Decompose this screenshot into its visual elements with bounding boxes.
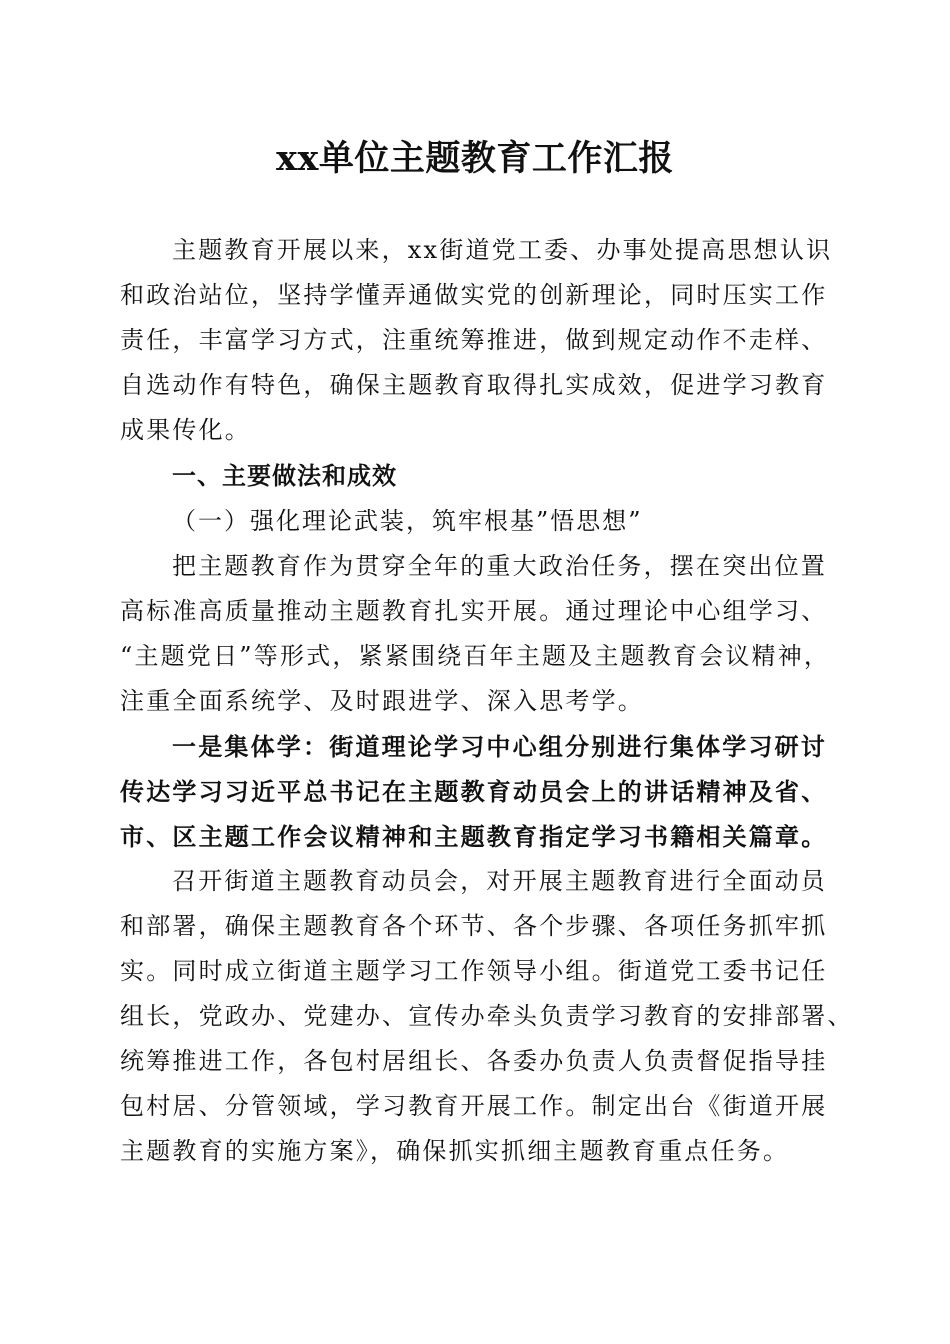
paragraph-line: “主题党日”等形式，紧紧围绕百年主题及主题教育会议精神， [120,642,831,670]
paragraph-line: 和部署，确保主题教育各个环节、各个步骤、各项任务抓牢抓 [120,912,828,940]
paragraph-line: 主题教育开展以来，xx街道党工委、办事处提高思想认识 [172,236,833,264]
paragraph-line: 组长，党政办、党建办、宣传办牵头负责学习教育的安排部署、 [120,1002,854,1030]
paragraph-line: 市、区主题工作会议精神和主题教育指定学习书籍相关篇章。 [120,822,828,851]
paragraph-line: 注重全面系统学、及时跟进学、深入思考学。 [120,687,644,715]
section-heading: 一、主要做法和成效 [172,462,397,490]
paragraph-mobilization [120,859,854,1174]
paragraph-line: 自选动作有特色，确保主题教育取得扎实成效，促进学习教育 [120,371,828,399]
paragraph-task [120,544,842,724]
paragraph-line: 把主题教育作为贯穿全年的重大政治任务，摆在突出位置 [172,552,827,580]
paragraph-line: 传达学习习近平总书记在主题教育动员会上的讲话精神及省、 [120,777,828,806]
paragraph-line: 实。同时成立街道主题学习工作领导小组。街道党工委书记任 [120,957,828,985]
document-title: xx单位主题教育工作汇报 [276,138,674,179]
paragraph-line: 主题教育的实施方案》，确保抓实抓细主题教育重点任务。 [120,1137,790,1165]
paragraph-line: 一是集体学：街道理论学习中心组分别进行集体学习研讨 [172,732,827,761]
paragraph-line: 召开街道主题教育动员会，对开展主题教育进行全面动员 [172,867,827,895]
paragraph-line: 包村居、分管领域，学习教育开展工作。制定出台《街道开展 [120,1092,828,1120]
subsection-heading: （一）强化理论武装，筑牢根基”悟思想” [172,507,643,535]
paragraph-line: 成果传化。 [120,416,251,444]
paragraph-intro [120,228,842,453]
paragraph-line: 统筹推进工作，各包村居组长、各委办负责人负责督促指导挂 [120,1047,828,1075]
paragraph-collective-study [120,724,842,859]
paragraph-line: 责任，丰富学习方式，注重统筹推进，做到规定动作不走样、 [120,326,828,354]
paragraph-line: 和政治站位，坚持学懂弄通做实党的创新理论，同时压实工作 [120,281,828,309]
paragraph-line: 高标准高质量推动主题教育扎实开展。通过理论中心组学习、 [120,597,828,625]
